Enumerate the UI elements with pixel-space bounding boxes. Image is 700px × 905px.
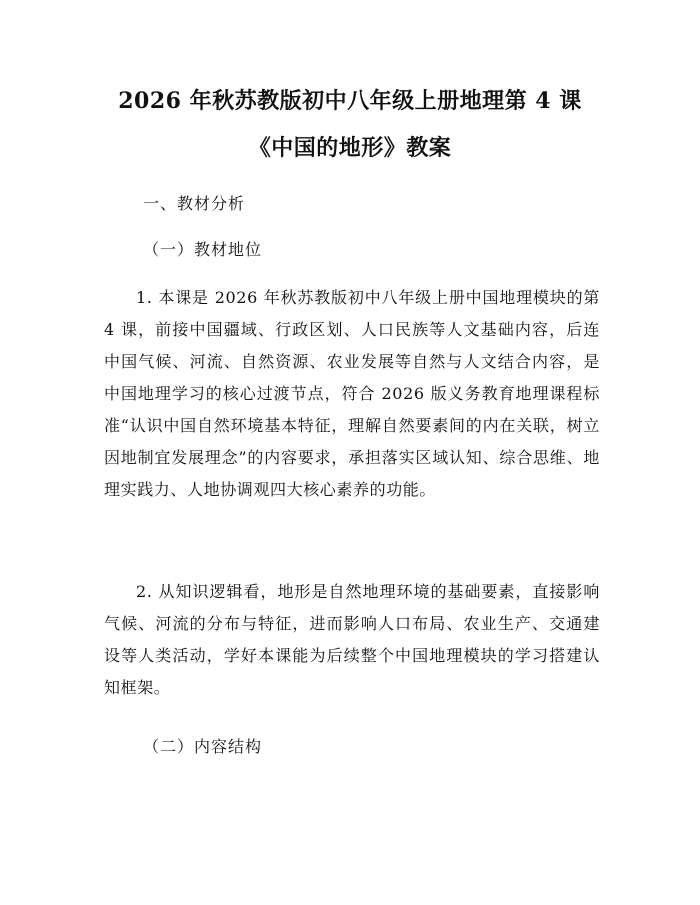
paragraph-2: 2. 从知识逻辑看，地形是自然地理环境的基础要素，直接影响气候、河流的分布与特征，进而影响人口布局、农业生产、交通建设等人类活动，学好本课能为后续整个中国地理模块的学习搭建认知框架。 bbox=[104, 582, 600, 697]
document-title-line-2: 《中国的地形》教案 bbox=[248, 135, 452, 161]
subsection-heading-content-structure: （二）内容结构 bbox=[143, 737, 263, 756]
subsection-heading-textbook-position: （一）教材地位 bbox=[143, 240, 263, 259]
section-heading-textbook-analysis: 一、教材分析 bbox=[143, 194, 246, 213]
paragraph-1: 1. 本课是 2026 年秋苏教版初中八年级上册中国地理模块的第 4 课，前接中国疆域、行政区划、人口民族等人文基础内容，后连中国气候、河流、自然资源、农业发展等自然与人文结合内容，是中国地理学习的核心过渡节点，符合 2026 版义务教育地理课程标准“认识中国自然环境基本特征，理解自然要素间的内在关联，树立因地制宜发展理念”的内容要求，承担落实区域认知、综合思维、地理实践力、人地协调观四大核心素养的功能。 bbox=[104, 288, 600, 499]
document-title-line-1: 2026 年秋苏教版初中八年级上册地理第 4 课 bbox=[118, 88, 582, 114]
